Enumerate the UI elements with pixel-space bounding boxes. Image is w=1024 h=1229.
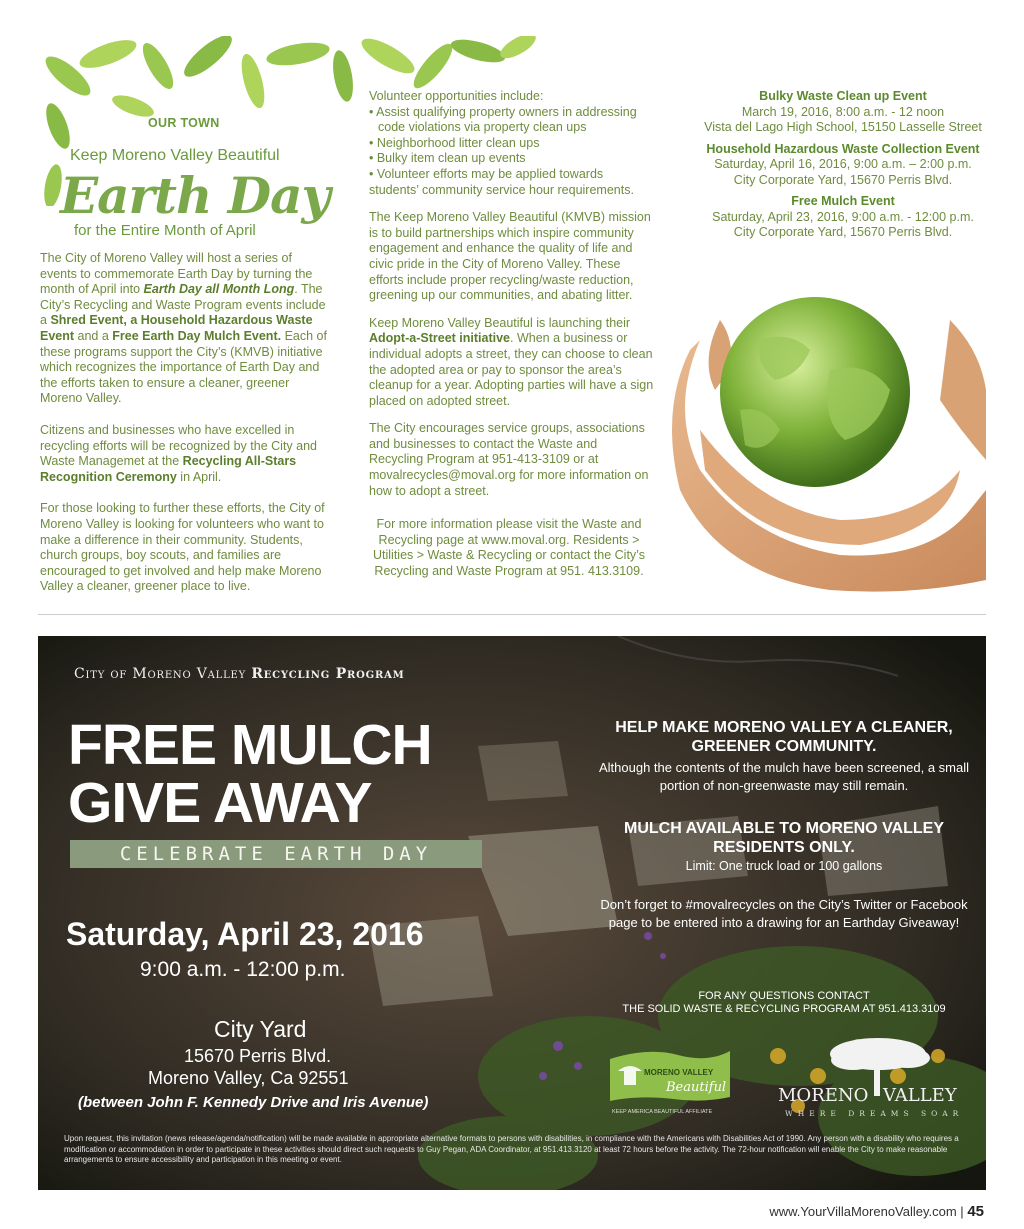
article-headline: Earth Day bbox=[60, 166, 330, 225]
celebrate-text: CELEBRATE EARTH DAY bbox=[119, 843, 433, 865]
list-item: • Neighborhood litter clean ups bbox=[369, 135, 540, 150]
event-date: March 19, 2016, 8:00 a.m. - 12 noon bbox=[741, 104, 945, 119]
ad-help-heading: HELP MAKE MORENO VALLEY A CLEANER, GREENER COMMUNITY. bbox=[615, 719, 953, 755]
page-number: 45 bbox=[967, 1203, 984, 1220]
ada-disclaimer: Upon request, this invitation (news release/agenda/notification) will be made available in appropriate alternative formats to persons with disabilities, in compliance with the Americans with Disabilities Act of 1990. Any person with a disability who requires a modification or accommodation in order to participate in these activities should direct such requests to Guy Pegan, ADA Coordinator, at 951.413.3120 at least 72 hours before the activity. The 72-hour notification will enable the City to make reasonable arrangements to ensure accessibility and participation in this meeting or event. bbox=[64, 1134, 959, 1164]
svg-text:MORENO: MORENO bbox=[778, 1085, 869, 1106]
moreno-valley-logo bbox=[773, 1036, 963, 1120]
events-list bbox=[700, 89, 986, 247]
event-title: Free Mulch Event bbox=[791, 194, 895, 208]
ad-place: City Yard bbox=[214, 1016, 307, 1042]
ad-address-line-1: 15670 Perris Blvd. bbox=[184, 1046, 332, 1066]
ad-mulch-note: Although the contents of the mulch have been screened, a small portion of non-greenwaste may still remain. bbox=[598, 760, 969, 793]
event-item bbox=[700, 194, 986, 241]
ad-headline: FREE MULCH GIVE AWAY bbox=[68, 713, 432, 835]
list-item: • Volunteer efforts may be applied towards students’ community service hour requirements. bbox=[369, 166, 634, 197]
article-subhead: for the Entire Month of April bbox=[74, 222, 256, 239]
svg-text:KEEP AMERICA BEAUTIFUL AFFILIA: KEEP AMERICA BEAUTIFUL AFFILIATE bbox=[612, 1109, 713, 1115]
event-title: Bulky Waste Clean up Event bbox=[759, 89, 927, 103]
kmvb-logo bbox=[608, 1041, 732, 1117]
event-item bbox=[700, 89, 986, 136]
volunteer-intro: Volunteer opportunities include: bbox=[369, 89, 544, 103]
footer-url: www.YourVillaMorenoValley.com | bbox=[769, 1204, 964, 1219]
article-kicker: Keep Moreno Valley Beautiful bbox=[70, 147, 280, 164]
section-divider bbox=[38, 614, 986, 615]
ad-residents-heading: MULCH AVAILABLE TO MORENO VALLEY RESIDENTS ONLY. bbox=[624, 820, 944, 856]
ad-social-note: Don’t forget to #movalrecycles on the City’s Twitter or Facebook page to be entered into a drawing for an Earthday Giveaway! bbox=[600, 897, 968, 930]
list-item: • Assist qualifying property owners in addressing code violations via property clean ups bbox=[369, 104, 637, 135]
page-footer bbox=[769, 1203, 984, 1220]
list-item: • Bulky item clean up events bbox=[369, 151, 526, 166]
ad-header: City of Moreno Valley Recycling Program bbox=[74, 666, 405, 682]
event-location: Vista del Lago High School, 15150 Lasselle Street bbox=[704, 120, 982, 134]
paragraph: The City of Moreno Valley will host a series of events to commemorate Earth Day by turning the month of April into Earth Day all Month Long. The City’s Recycling and Waste Program events include a Shred Event, a Household Hazardous Waste Event and a Free Earth Day Mulch Event. Each of these programs support the City’s (KMVB) initiative which recognizes the importance of Earth Day and the efforts taken to ensure a cleaner, greener Moreno Valley. bbox=[40, 251, 327, 406]
more-info-paragraph: For more information please visit the Waste and Recycling page at www.moval.org. Residents > Utilities > Waste & Recycling or contact the City’s Recycling and Waste Program at 951. 413.3109. bbox=[373, 517, 645, 578]
event-location: City Corporate Yard, 15670 Perris Blvd. bbox=[733, 225, 953, 239]
section-label: OUR TOWN bbox=[148, 116, 220, 130]
svg-text:VALLEY: VALLEY bbox=[883, 1085, 957, 1106]
paragraph: Citizens and businesses who have excelled in recycling efforts will be recognized by the City and Waste Managemet at the Recycling All-Stars Recognition Ceremony in April. bbox=[40, 422, 317, 484]
svg-text:WHERE DREAMS SOAR: WHERE DREAMS SOAR bbox=[785, 1109, 963, 1118]
article-column-2 bbox=[369, 89, 654, 511]
svg-text:Beautiful: Beautiful bbox=[666, 1080, 727, 1095]
event-item bbox=[700, 142, 986, 189]
ad-address-line-2: Moreno Valley, Ca 92551 bbox=[148, 1068, 349, 1088]
svg-text:MORENO VALLEY: MORENO VALLEY bbox=[644, 1068, 714, 1077]
globe-in-hands-image bbox=[660, 280, 986, 596]
ad-date: Saturday, April 23, 2016 bbox=[66, 916, 424, 952]
ad-contact: FOR ANY QUESTIONS CONTACT THE SOLID WASTE & RECYCLING PROGRAM AT 951.413.3109 bbox=[622, 990, 946, 1015]
event-date: Saturday, April 16, 2016, 9:00 a.m. – 2:00 p.m. bbox=[714, 157, 972, 171]
mulch-ad-banner bbox=[38, 636, 986, 1190]
event-date: Saturday, April 23, 2016, 9:00 a.m. - 12:00 p.m. bbox=[712, 209, 974, 224]
event-title: Household Hazardous Waste Collection Event bbox=[706, 141, 980, 156]
paragraph: The Keep Moreno Valley Beautiful (KMVB) mission is to build partnerships which inspire community engagement and enhance the quality of life and civic pride in the City of Moreno Valley. These efforts include proper recycling/waste reduction, greening up our communities, and abating litter. bbox=[369, 210, 651, 303]
ad-time: 9:00 a.m. - 12:00 p.m. bbox=[140, 958, 346, 981]
article-column-1 bbox=[40, 251, 330, 611]
paragraph: For those looking to further these efforts, the City of Moreno Valley is looking for volunteers who want to make a difference in their community. Students, church groups, boy scouts, and families are encouraged to get involved and help make Moreno Valley a cleaner, greener place to live. bbox=[40, 501, 325, 594]
ad-limit: Limit: One truck load or 100 gallons bbox=[685, 859, 883, 873]
paragraph: The City encourages service groups, associations and businesses to contact the Waste and Recycling Program at 951-413-3109 or at movalrecycles@moval.org for more information on how to adopt a street. bbox=[369, 421, 649, 498]
paragraph: Keep Moreno Valley Beautiful is launching their Adopt-a-Street initiative. When a business or individual adopts a street, they can choose to clean the adopted area or pay to sponsor the area’s cleanup for a year. Adopting parties will have a sign placed on adopted street. bbox=[369, 315, 654, 408]
ad-cross-streets: (between John F. Kennedy Drive and Iris Avenue) bbox=[78, 1094, 429, 1111]
event-location: City Corporate Yard, 15670 Perris Blvd. bbox=[733, 172, 953, 187]
